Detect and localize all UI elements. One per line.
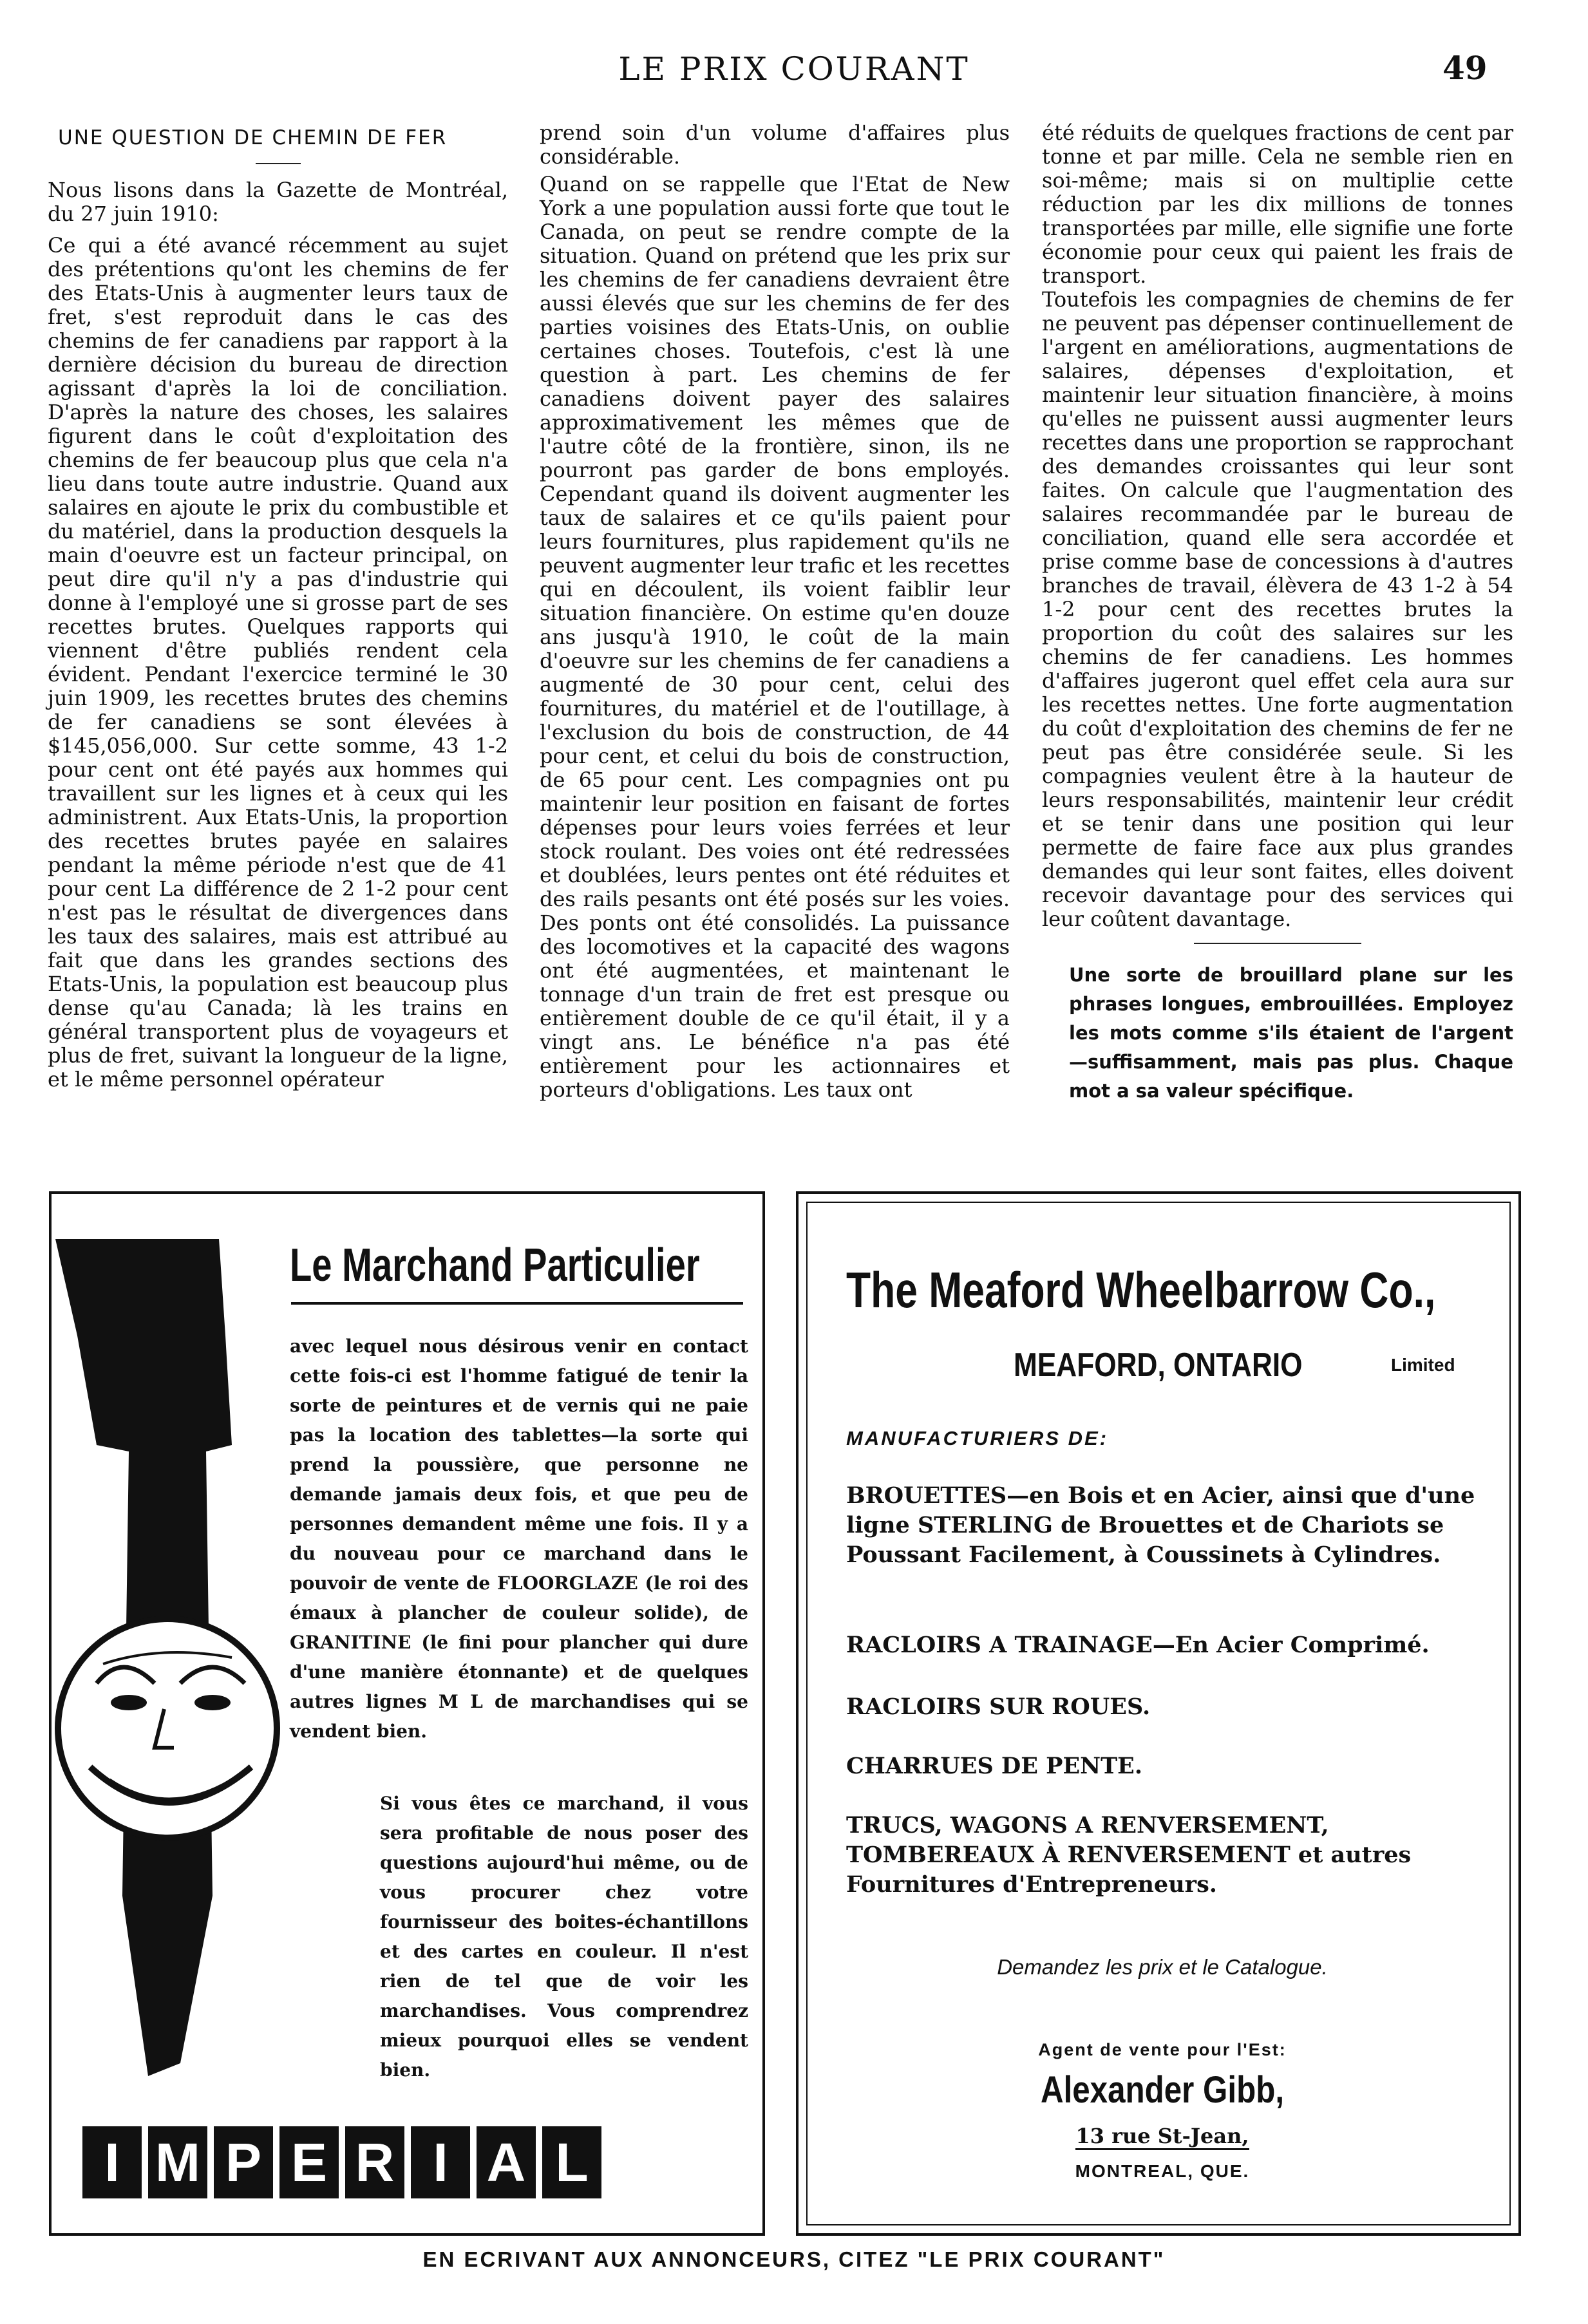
article-column-2 [540, 121, 1010, 1102]
brand-letter: M [148, 2126, 207, 2198]
article-column-3 [1042, 121, 1513, 1106]
agent-label: Agent de vente pour l'Est: [1038, 2040, 1287, 2059]
product-item: RACLOIRS A TRAINAGE—En Acier Comprimé. [846, 1632, 1430, 1658]
meaford-advertisement [796, 1191, 1521, 2236]
ad-title: The Meaford Wheelbarrow Co., [846, 1261, 1436, 1318]
page-header-title: LE PRIX COURANT [618, 50, 970, 88]
article-title: UNE QUESTION DE CHEMIN DE FER [58, 126, 448, 149]
ad-body-paragraph: Si vous êtes ce marchand, il vous sera profitable de nous poser des questions aujourd'hui même, ou de vous procurer chez votre fournisseur des boites-échantillons et des cartes en couleur. Il n'est rien de tel que de voir les marchandises. Vous comprendrez mieux pourquoi elles se vendent bien. [380, 1793, 748, 2081]
brand-letter: R [345, 2126, 404, 2198]
product-item: TRUCS, WAGONS A RENVERSEMENT, TOMBEREAUX À RENVERSEMENT et autres Fournitures d'Entrepreneurs. [846, 1812, 1412, 1898]
article-intro: Nous lisons dans la Gazette de Montréal, du 27 juin 1910: [48, 178, 508, 226]
agent-street [808, 2124, 1517, 2148]
imperial-advertisement [49, 1191, 765, 2236]
company-limited: Limited [1391, 1355, 1455, 1375]
article-column-1 [48, 121, 508, 1091]
imperial-brand-logo [82, 2126, 601, 2204]
product-item: BROUETTES—en Bois et en Acier, ainsi que d'une ligne STERLING de Brouettes et de Chariots se Poussant Facilement, à Coussinets à Cylindres. [846, 1482, 1475, 1568]
article-paragraph: été réduits de quelques fractions de cent par tonne et par mille. Cela ne semble rien en soi-même; mais si on multiplie cette réduction par les dix millions de tonnes transportées par mille, elle signifie une forte économie pour ceux qui paient les frais de transport. [1042, 120, 1513, 288]
company-city: MEAFORD, ONTARIO [1014, 1346, 1303, 1384]
brand-letter: I [82, 2126, 142, 2198]
ad-inner-border [806, 1202, 1511, 2225]
page-footer: EN ECRIVANT AUX ANNONCEURS, CITEZ "LE PRIX COURANT" [422, 2247, 1166, 2271]
quote-box: Une sorte de brouillard plane sur les phrases longues, embrouillées. Employez les mots comme s'ils étaient de l'argent —suffisamment, mais pas plus. Chaque mot a sa valeur spécifique. [1069, 964, 1513, 1102]
page-number: 49 [1442, 49, 1488, 87]
brand-letter: L [542, 2126, 601, 2198]
agent-name: Alexander Gibb, [1040, 2069, 1285, 2111]
product-item: RACLOIRS SUR ROUES. [846, 1694, 1151, 1720]
brand-letter: I [411, 2126, 470, 2198]
catalogue-request: Demandez les prix et le Catalogue. [997, 1955, 1328, 1979]
ad-title-underline [291, 1302, 743, 1305]
article-end-rule [1194, 943, 1361, 944]
ad-body-paragraph: avec lequel nous désirous venir en contact cette fois-ci est l'homme fatigué de tenir la sorte de peintures et de vernis qui ne paie pas la location des tablettes—la sorte qui prend la poussière, que personne ne demande jamais deux fois, et que peu de personnes demandent même une fois. Il y a du nouveau pour ce marchand dans le pouvoir de vente de FLOORGLAZE (le roi des émaux à plancher de couleur solide), de GRANITINE (le fini pour plancher qui dure d'une manière étonnante) et de quelques autres lignes M L de marchandises qui se vendent bien. [290, 1336, 748, 1742]
agent-city: MONTREAL, QUE. [1075, 2161, 1250, 2181]
manufacturers-heading: MANUFACTURIERS DE: [846, 1427, 1109, 1450]
brand-letter: E [279, 2126, 339, 2198]
title-rule [256, 163, 301, 164]
article-paragraph: Toutefois les compagnies de chemins de fer ne peuvent pas dépenser continuellement de l'argent en améliorations, augmentations de salaires, dépenses d'exploitation, et maintenir leur situation financière, à moins qu'elles ne puissent aussi augmenter leurs recettes dans une proportion se rapprochant des demandes croissantes qui leur sont faites. On calcule que l'augmentation des salaires recommandée par le bureau de conciliation, quand elle sera accordée et prise comme base de concessions à d'autres branches de travail, élèvera de 43 1-2 à 54 1-2 pour cent des recettes brutes la proportion du coût des salaires sur les chemins de fer canadiens. Les hommes d'affaires jugeront quel effet cela aura sur les recettes nettes. Une forte augmentation du coût d'exploitation des chemins de fer ne peut pas être considérée seule. Si les compagnies veulent être à la hauteur de leurs responsabilités, maintenir leur crédit et se tenir dans une position qui leur permette de faire face aux plus grandes demandes qui leur sont faites, elles doivent recevoir davantage pour des services qui leur coûtent davantage. [1042, 287, 1513, 931]
paint-brush-illustration [52, 1239, 283, 2076]
article-paragraph: Quand on se rappelle que l'Etat de New York a une population aussi forte que tout le Canada, on peut se rendre compte de la situation. Quand on prétend que les prix sur les chemins de fer canadiens devraient être aussi élevés que sur les chemins de fer des parties voisines des Etats-Unis, on oublie certaines choses. Toutefois, c'est là une question à part. Les chemins de fer canadiens doivent payer des salaires approximativement les mêmes que de l'autre côté de la frontière, sinon, ils ne pourront pas garder de bons employés. Cependant quand ils doivent augmenter les taux de salaires et ce qu'ils paient pour leurs fournitures, plus rapidement qu'ils ne peuvent augmenter leur trafic et les recettes qui en découlent, ils voient faiblir leur situation financière. On estime qu'en douze ans jusqu'à 1910, le coût de la main d'oeuvre sur les chemins de fer canadiens a augmenté de 30 pour cent, celui des fournitures, du matériel et de l'outillage, à l'exclusion du bois de construction, de 44 pour cent, et celui du bois de construction, de 65 pour cent. Les compagnies ont pu maintenir leur position en faisant de fortes dépenses pour leurs voies ferrées et leur stock roulant. Des voies ont été redressées et doublées, leurs pentes ont été réduites et des rails pesants ont été posés sur les voies. Des ponts ont été consolidés. La puissance des locomotives et la capacité des wagons ont été augmentées, et maintenant le tonnage d'un train de fret est presque ou entièrement double de ce qu'il était, il y a vingt ans. Le bénéfice n'a pas été entièrement pour les actionnaires et porteurs d'obligations. Les taux ont [540, 172, 1010, 1102]
ad-title: Le Marchand Particulier [290, 1240, 700, 1291]
article-paragraph: prend soin d'un volume d'affaires plus considérable. [540, 120, 1010, 169]
product-item: CHARRUES DE PENTE. [846, 1753, 1143, 1779]
brand-letter: P [214, 2126, 273, 2198]
agent-street-text: 13 rue St-Jean, [1075, 2124, 1249, 2150]
article-paragraph: Ce qui a été avancé récemment au sujet des prétentions qu'ont les chemins de fer des Etats-Unis à augmenter leurs taux de fret, s'est reproduit dans le cas des chemins de fer canadiens par rapport à la dernière décision du bureau de direction agissant d'après la loi de conciliation. D'après la nature des choses, les salaires figurent dans le coût d'exploitation des chemins de fer beaucoup plus que cela n'a lieu dans toute autre industrie. Quand aux salaires en ajoute le prix du combustible et du matériel, dans la production desquels la main d'oeuvre est un facteur principal, on peut dire qu'il n'y a pas d'industrie qui donne à l'employé une si grosse part de ses recettes brutes. Quelques rapports qui viennent d'être publiés rendent cela évident. Pendant l'exercice terminé le 30 juin 1909, les recettes brutes des chemins de fer canadiens se sont élevées à $145,056,000. Sur cette somme, 43 1-2 pour cent ont été payés aux hommes qui travaillent sur les lignes et à ceux qui les administrent. Aux Etats-Unis, la proportion des recettes brutes payée en salaires pendant la même période n'est que de 41 pour cent La différence de 2 1-2 pour cent n'est pas le résultat de divergences dans les taux des salaires, mais est attribué au fait que dans les grandes sections des Etats-Unis, la population est beaucoup plus dense qu'au Canada; là les trains en général transportent plus de voyageurs et plus de fret, suivant la longueur de la ligne, et le même personnel opérateur [48, 233, 508, 1091]
brand-letter: A [477, 2126, 536, 2198]
